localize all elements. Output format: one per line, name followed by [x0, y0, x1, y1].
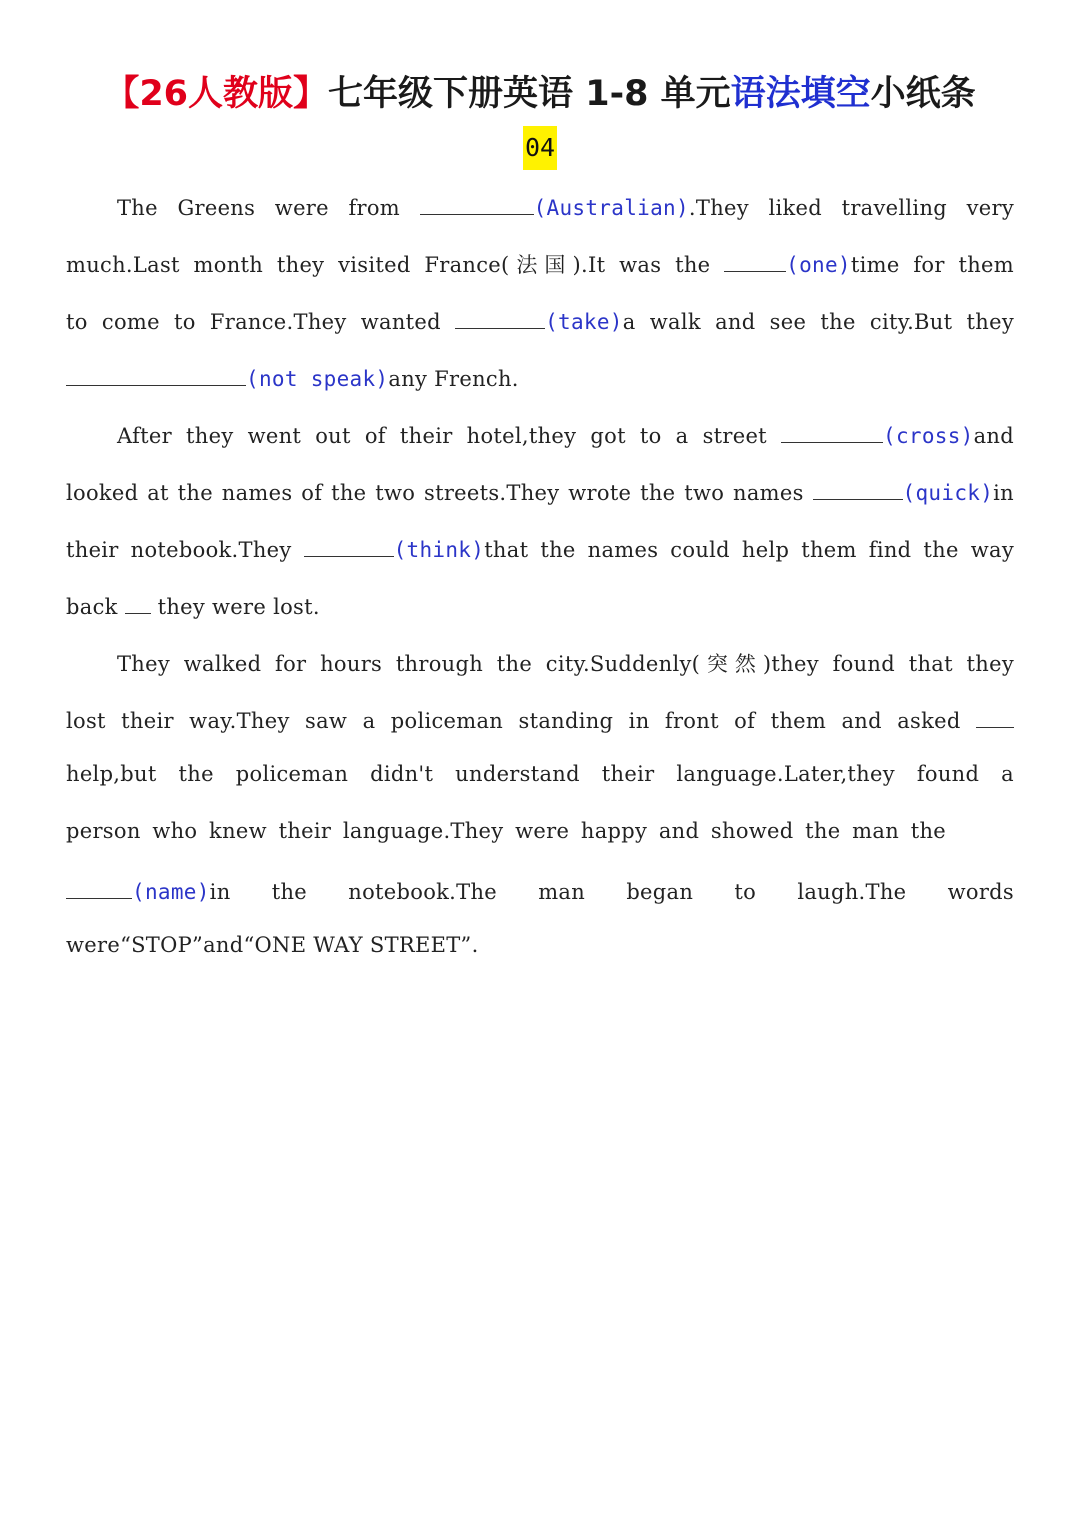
line-text: back: [66, 595, 125, 619]
answer-blank: [420, 192, 534, 215]
text-line: [66, 819, 946, 876]
answer-blank: [304, 534, 394, 557]
document-number: 04: [523, 126, 557, 170]
text-line: [66, 363, 1014, 420]
text-line: [117, 420, 1014, 477]
text-line: [66, 762, 1014, 819]
text-line: [66, 249, 1014, 306]
word-hint: (one): [786, 253, 851, 277]
line-text: to come to France.They wanted: [66, 310, 456, 334]
number-wrap: [0, 126, 1080, 170]
word-hint: (cross): [883, 424, 974, 448]
answer-blank: [724, 249, 786, 272]
text-line: [66, 876, 1014, 933]
word-hint: (name): [132, 880, 210, 904]
line-text: time for them: [850, 253, 1014, 277]
line-text: looked at the names of the two streets.They wrote the two names: [66, 481, 813, 505]
text-line: [66, 705, 1014, 762]
line-text: any French.: [388, 367, 519, 391]
answer-blank: [66, 363, 246, 386]
text-line: [66, 534, 1014, 591]
word-hint: (take): [545, 310, 623, 334]
line-text: much.Last month they visited France(法国).It was the: [66, 253, 725, 277]
line-text: .They liked travelling very: [688, 196, 1014, 220]
title-suffix: 小纸条: [870, 74, 976, 114]
title-topic: 语法填空: [730, 74, 871, 114]
answer-blank: [781, 420, 883, 443]
line-text: The Greens were from: [117, 196, 420, 220]
answer-blank: [66, 876, 132, 899]
word-hint: (Australian): [533, 196, 689, 220]
line-text: they were lost.: [150, 595, 320, 619]
line-text: in the notebook.The man began to laugh.The words: [209, 880, 1014, 904]
word-hint: (think): [393, 538, 485, 562]
line-text: that the names could help them find the way: [484, 538, 1015, 562]
title-grade: 七年级下册英语 1-8 单元: [328, 74, 731, 114]
line-text: were“STOP”and“ONE WAY STREET”.: [66, 933, 479, 957]
document-title: [0, 68, 1080, 120]
text-line: [66, 933, 1014, 990]
line-text: They walked for hours through the city.Suddenly(突然)they found that they: [117, 652, 1014, 676]
answer-blank: [125, 591, 151, 614]
line-text: person who knew their language.They were happy and showed the man the: [66, 819, 946, 843]
line-text: lost their way.They saw a policeman standing in front of them and asked: [66, 709, 976, 733]
text-line: [66, 306, 1014, 363]
answer-blank: [455, 306, 545, 329]
text-line: [117, 192, 1014, 249]
line-text: help,but the policeman didn't understand their language.Later,they found a: [66, 762, 1014, 786]
line-text: After they went out of their hotel,they got to a street: [117, 424, 781, 448]
title-edition: 【26人教版】: [104, 74, 329, 114]
word-hint: (quick): [902, 481, 994, 505]
word-hint: (not speak): [246, 367, 389, 391]
answer-blank: [813, 477, 903, 500]
text-line: [66, 591, 1014, 648]
answer-blank: [976, 705, 1014, 728]
line-text: and: [973, 424, 1014, 448]
line-text: their notebook.They: [66, 538, 304, 562]
line-text: a walk and see the city.But they: [622, 310, 1014, 334]
line-text: in: [993, 481, 1014, 505]
text-line: [66, 477, 1014, 534]
text-line: [117, 648, 1014, 705]
